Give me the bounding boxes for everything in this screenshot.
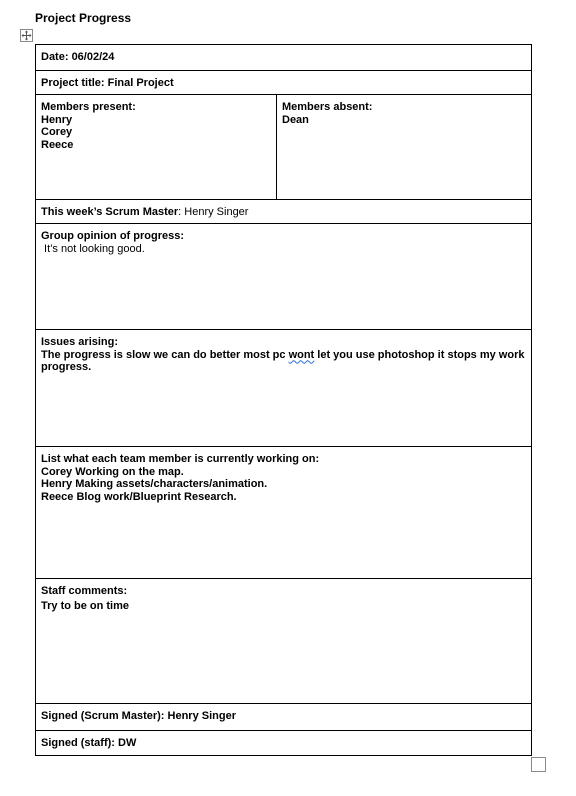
date-label: Date: (41, 51, 72, 63)
signed-scrum-master-label: Signed (Scrum Master): (41, 710, 168, 722)
member-present-name: Reece (41, 138, 74, 151)
work-list-cell[interactable] (36, 447, 532, 579)
project-title-value: Final Project (107, 77, 174, 89)
staff-comments-text: Try to be on time (41, 599, 130, 612)
project-title-cell[interactable] (36, 71, 532, 95)
issues-cell[interactable] (36, 330, 532, 447)
scrum-master-cell[interactable] (36, 200, 532, 224)
spellcheck-flagged-word[interactable]: wont (288, 348, 315, 361)
move-arrows-icon (21, 30, 32, 41)
issues-text-start: The progress is slow we can do better most pc (41, 348, 289, 361)
work-list-item: Reece Blog work/Blueprint Research. (41, 490, 237, 503)
scrum-master-value: : Henry Singer (178, 206, 249, 218)
table-move-handle-icon[interactable] (20, 29, 33, 42)
member-present-name: Corey (41, 126, 73, 138)
date-cell[interactable] (36, 45, 532, 71)
group-opinion-label: Group opinion of progress: (41, 230, 184, 242)
issues-label: Issues arising: (41, 336, 119, 348)
progress-form-table (35, 44, 532, 756)
signed-scrum-master-cell[interactable] (36, 704, 532, 731)
table-resize-handle-icon[interactable] (531, 757, 546, 772)
issues-text (41, 349, 526, 374)
scrum-master-label: This week’s Scrum Master (41, 206, 179, 218)
members-absent-cell[interactable] (277, 95, 532, 200)
staff-comments-label: Staff comments: (41, 585, 128, 597)
group-opinion-cell[interactable] (36, 224, 532, 330)
staff-comments-cell[interactable] (36, 579, 532, 704)
work-list-label: List what each team member is currently working on: (41, 453, 320, 465)
issues-text-end: let you use photoshop it stops my work progress. (41, 348, 525, 373)
members-present-label: Members present: (41, 101, 136, 113)
signed-staff-label: Signed (staff): (41, 737, 118, 749)
member-present-name: Henry (41, 113, 73, 126)
project-title-label: Project title: (41, 77, 108, 89)
members-present-cell[interactable] (36, 95, 277, 200)
signed-scrum-master-value: Henry Singer (167, 710, 236, 722)
signed-staff-cell[interactable] (36, 731, 532, 756)
signed-staff-value: DW (118, 737, 137, 749)
work-list-item: Henry Making assets/characters/animation. (41, 478, 268, 490)
date-value: 06/02/24 (71, 51, 115, 63)
page-title: Project Progress (35, 11, 132, 25)
work-list-item: Corey Working on the map. (41, 465, 184, 478)
group-opinion-text: It’s not looking good. (41, 242, 145, 255)
member-absent-name: Dean (282, 113, 309, 126)
members-absent-label: Members absent: (282, 101, 373, 113)
